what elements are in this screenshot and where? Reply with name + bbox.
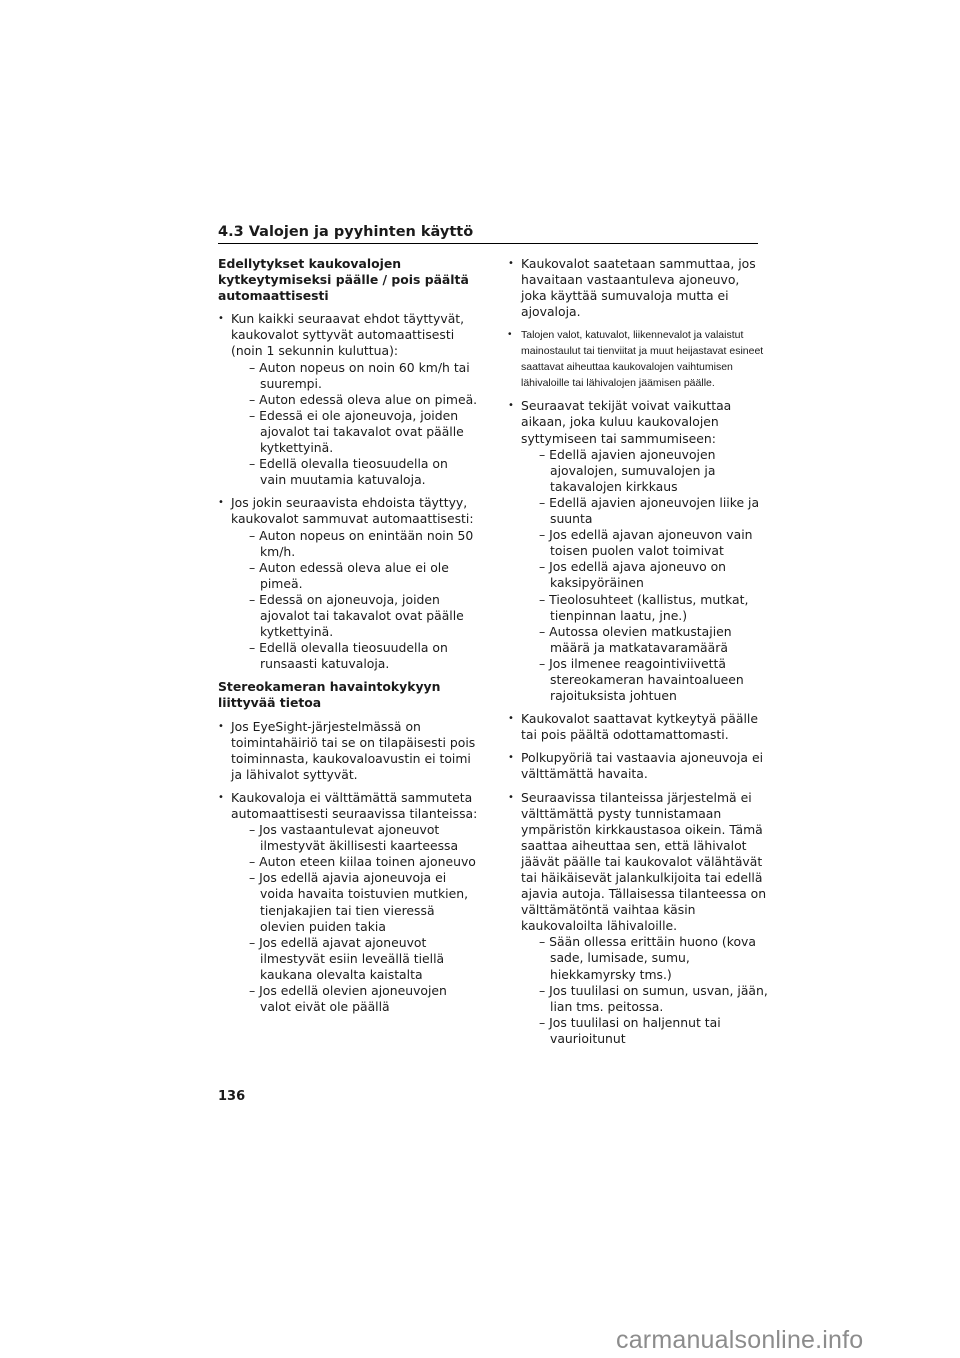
bullet-text: Kun kaikki seuraavat ehdot täyttyvät, kaukovalot syttyvät automaattisesti (noin 1 sekunnin kuluttua):: [231, 311, 465, 359]
dash-item: – Jos edellä ajava ajoneuvo on kaksipyöräinen: [521, 559, 768, 591]
dash-list: [521, 934, 768, 1047]
dash-item: – Auton edessä oleva alue ei ole pimeä.: [231, 560, 478, 592]
dash-item: – Auton nopeus on noin 60 km/h tai suurempi.: [231, 360, 478, 392]
dash-list: [231, 822, 478, 1015]
bullet-list: [508, 256, 768, 1047]
section-heading: Stereokameran havaintokykyyn liittyvää tietoa: [218, 679, 441, 711]
dash-list: [231, 360, 478, 489]
dash-list: [231, 528, 478, 673]
dash-item: – Edellä olevalla tieosuudella on vain muutamia katuvaloja.: [231, 456, 478, 488]
dash-item: – Autossa olevien matkustajien määrä ja matkatavaramäärä: [521, 624, 768, 656]
dash-item: – Jos vastaantulevat ajoneuvot ilmestyvät äkillisesti kaarteessa: [231, 822, 478, 854]
bullet-item: • Jos EyeSight-järjestelmässä on toimintahäiriö tai se on tilapäisesti pois toiminnasta, kaukovaloavustin ei toimi ja lähivalot syttyvät.: [218, 719, 478, 783]
dash-item: – Tieolosuhteet (kallistus, mutkat, tienpinnan laatu, jne.): [521, 592, 768, 624]
dash-item: – Jos edellä olevien ajoneuvojen valot eivät ole päällä: [231, 983, 478, 1015]
dash-item: – Jos ilmenee reagointiviivettä stereokameran havaintoalueen rajoituksista johtuen: [521, 656, 768, 704]
section-header: 4.3 Valojen ja pyyhinten käyttö: [218, 224, 758, 244]
watermark: carmanualsonline.info: [616, 1326, 864, 1354]
dash-item: – Edellä ajavien ajoneuvojen liike ja suunta: [521, 495, 768, 527]
left-column: [218, 256, 478, 1022]
dash-item: – Auton eteen kiilaa toinen ajoneuvo: [231, 854, 478, 870]
bullet-text: Seuraavissa tilanteissa järjestelmä ei välttämättä pysty tunnistamaan ympäristön kirkkaustasoa oikein. Tämä saattaa aiheuttaa sen, että lähivalot jäävät päälle tai kaukovalot välähtävät tai häikäisevät jalankulkijoita tai edellä ajavia autoja. Tällaisessa tilanteessa on välttämätöntä vaihtaa käsin kaukovaloilta lähivaloille.: [521, 789, 767, 934]
bullet-text: Kaukovaloja ei välttämättä sammuteta automaattisesti seuraavissa tilanteissa:: [231, 789, 478, 821]
page-number: 136: [218, 1089, 246, 1104]
dash-item: – Edessä ei ole ajoneuvoja, joiden ajovalot tai takavalot ovat päälle kytkettyinä.: [231, 408, 478, 456]
bullet-text: Seuraavat tekijät voivat vaikuttaa aikaan, joka kuluu kaukovalojen syttymiseen tai sammumiseen:: [521, 398, 732, 446]
dash-item: – Edessä on ajoneuvoja, joiden ajovalot tai takavalot ovat päälle kytkettyinä.: [231, 592, 478, 640]
dash-item: – Auton nopeus on enintään noin 50 km/h.: [231, 528, 478, 560]
dash-item: – Auton edessä oleva alue on pimeä.: [231, 392, 478, 408]
dash-item: – Edellä ajavien ajoneuvojen ajovalojen, sumuvalojen ja takavalojen kirkkaus: [521, 447, 768, 495]
dash-item: – Sään ollessa erittäin huono (kova sade, lumisade, sumu, hiekkamyrsky tms.): [521, 934, 768, 982]
bullet-item: • Polkupyöriä tai vastaavia ajoneuvoja ei välttämättä havaita.: [508, 750, 768, 782]
dash-item: – Jos tuulilasi on haljennut tai vaurioitunut: [521, 1015, 768, 1047]
right-column: [508, 256, 768, 1054]
dash-item: – Jos edellä ajavan ajoneuvon vain toisen puolen valot toimivat: [521, 527, 768, 559]
bullet-list: [218, 311, 478, 672]
bullet-item: [218, 495, 478, 672]
bullet-item: [508, 790, 768, 1048]
section-heading: Edellytykset kaukovalojen kytkeytymiseksi päälle / pois päältä automaattisesti: [218, 256, 469, 304]
dash-item: – Jos edellä ajavat ajoneuvot ilmestyvät esiin leveällä tiellä kaukana olevalta kaistalta: [231, 935, 478, 983]
bullet-item: [218, 311, 478, 488]
dash-list: [521, 447, 768, 705]
bullet-item: [218, 790, 478, 1015]
bullet-item: • Talojen valot, katuvalot, liikennevalot ja valaistut mainostaulut tai tienviitat ja muut heijastavat esineet saattavat aiheuttaa kaukovalojen vaihtumisen lähivaloille tai lähivalojen jäämisen päälle.: [508, 327, 768, 391]
dash-item: – Edellä olevalla tieosuudella on runsaasti katuvaloja.: [231, 640, 478, 672]
dash-item: – Jos edellä ajavia ajoneuvoja ei voida havaita toistuvien mutkien, tienjakajien tai tien vieressä olevien puiden takia: [231, 870, 478, 934]
bullet-item: • Kaukovalot saatetaan sammuttaa, jos havaitaan vastaantuleva ajoneuvo, joka käyttää sumuvaloja mutta ei ajovaloja.: [508, 256, 768, 320]
bullet-item: • Kaukovalot saattavat kytkeytyä päälle tai pois päältä odottamattomasti.: [508, 711, 768, 743]
bullet-item: [508, 398, 768, 704]
bullet-text: Jos jokin seuraavista ehdoista täyttyy, kaukovalot sammuvat automaattisesti:: [231, 495, 474, 527]
dash-item: – Jos tuulilasi on sumun, usvan, jään, lian tms. peitossa.: [521, 983, 768, 1015]
bullet-list: [218, 719, 478, 1016]
